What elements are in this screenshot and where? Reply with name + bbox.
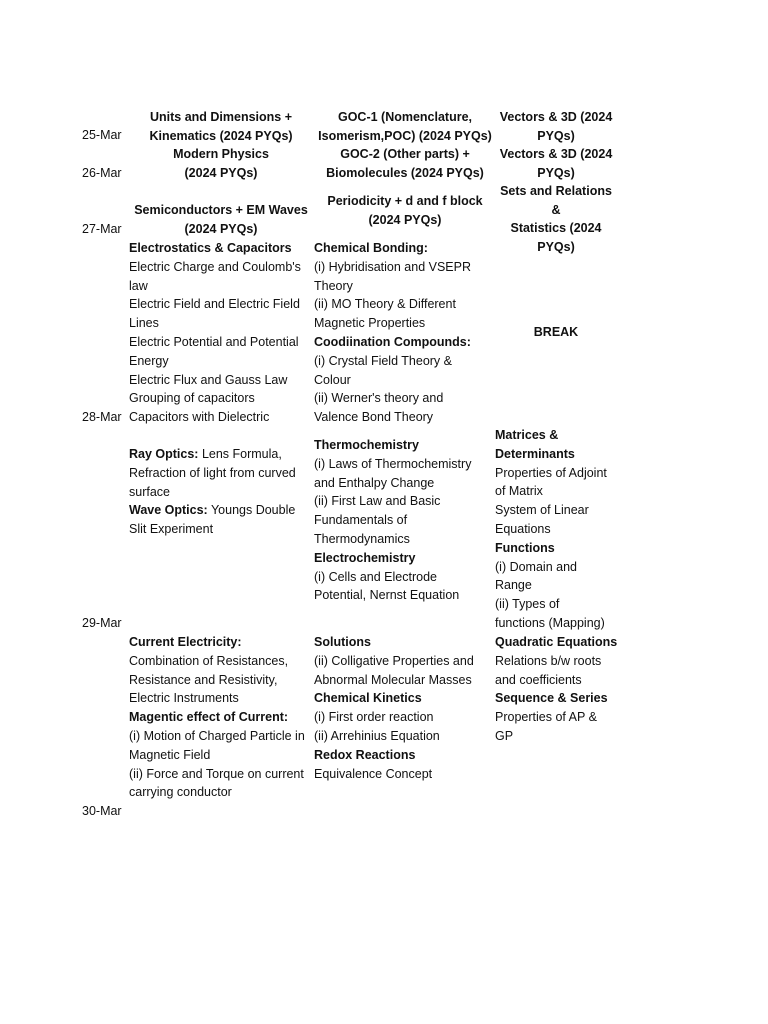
topic-text: (i) Hybridisation and VSEPR [314, 259, 472, 274]
topic-text: Grouping of capacitors [129, 391, 255, 406]
topic-block-chemistry [314, 633, 496, 783]
topic-line: GOC-1 (Nomenclature, [337, 110, 473, 124]
topic-line [314, 652, 496, 671]
topic-line [495, 520, 617, 539]
topic-line: Biomolecules (2024 PYQs) [326, 165, 484, 180]
topic-line: Vectors & 3D (2024 [499, 147, 613, 161]
topic-heading-line [129, 445, 313, 464]
topic-line: (2024 PYQs) [368, 212, 442, 227]
topic-line [129, 765, 313, 784]
topic-line: PYQs) [537, 128, 575, 143]
topic-text: Magnetic Properties [314, 316, 426, 331]
topic-line [129, 333, 313, 352]
topic-text: Lines [129, 316, 159, 331]
topic-line: Isomerism,POC) (2024 PYQs) [318, 128, 492, 143]
topic-heading: Coodiination Compounds: [314, 334, 471, 349]
topic-heading-line [314, 239, 496, 258]
topic-text: law [129, 278, 148, 293]
topic-block-physics [129, 239, 313, 427]
topic-text: Theory [314, 278, 353, 293]
topic-line [129, 783, 313, 802]
topic-heading: Electrochemistry [314, 550, 416, 565]
topic-line [314, 671, 496, 690]
topic-block-chemistry [314, 239, 496, 427]
break-label: BREAK [533, 325, 579, 339]
topic-heading: Electrostatics & Capacitors [129, 241, 292, 255]
date-label: 27-Mar [82, 222, 122, 236]
topic-heading-line [495, 539, 617, 558]
topic-line: Sets and Relations & [500, 184, 612, 217]
topic-text: and coefficients [495, 672, 582, 687]
topic-line [129, 295, 313, 314]
topic-text: (i) Crystal Field Theory & [314, 353, 452, 368]
topic-text: (ii) Force and Torque on current [129, 766, 304, 781]
topic-line [314, 258, 496, 277]
topic-line [314, 492, 496, 511]
topic-text: Relations b/w roots [495, 653, 602, 668]
topic-heading: Matrices & [495, 428, 559, 442]
topic-text: Potential, Nernst Equation [314, 588, 460, 603]
topic-text: functions (Mapping) [495, 615, 605, 630]
topic-line [129, 483, 313, 502]
topic-line [129, 389, 313, 408]
topic-heading-line [314, 633, 496, 652]
topic-text: (i) Domain and [495, 559, 577, 574]
topic-text: Electric Flux and Gauss Law [129, 372, 288, 387]
topic-text: Lens Formula, [198, 447, 282, 461]
topic-text: (i) First order reaction [314, 710, 434, 725]
topic-cell-physics [129, 201, 313, 238]
topic-line [314, 352, 496, 371]
topic-heading: Magentic effect of Current: [129, 710, 289, 725]
topic-text: (i) Cells and Electrode [314, 569, 437, 584]
topic-line: Modern Physics [173, 147, 269, 161]
topic-line [314, 408, 496, 427]
topic-cell-maths [495, 182, 617, 256]
topic-heading: Functions [495, 540, 555, 555]
topic-line [314, 568, 496, 587]
topic-line [495, 576, 617, 595]
topic-heading-line [495, 426, 617, 445]
topic-text: Magnetic Field [129, 747, 211, 762]
topic-text: GP [495, 728, 514, 743]
date-label: 30-Mar [82, 804, 122, 818]
topic-text: Range [495, 578, 532, 593]
topic-line [129, 277, 313, 296]
topic-line [495, 727, 617, 746]
topic-line [314, 727, 496, 746]
topic-text: Thermodynamics [314, 531, 410, 546]
topic-text: (ii) First Law and Basic [314, 494, 441, 509]
topic-heading-line [495, 633, 617, 652]
topic-line: GOC-2 (Other parts) + [340, 147, 470, 161]
topic-heading: Redox Reactions [314, 747, 416, 762]
topic-text: carrying conductor [129, 785, 232, 800]
topic-text: Properties of Adjoint [495, 465, 607, 480]
topic-line: Periodicity + d and f block [327, 194, 483, 208]
topic-heading: Quadratic Equations [495, 635, 618, 649]
topic-line [495, 464, 617, 483]
topic-line: Units and Dimensions + [149, 110, 293, 124]
topic-block-maths [495, 633, 617, 746]
topic-heading: Determinants [495, 446, 575, 461]
topic-line [129, 746, 313, 765]
topic-line [495, 708, 617, 727]
topic-text: Equivalence Concept [314, 766, 433, 781]
topic-heading-line [495, 689, 617, 708]
topic-heading-line [314, 549, 496, 568]
topic-line [314, 765, 496, 784]
topic-heading-line [129, 708, 313, 727]
topic-cell-physics [129, 108, 313, 145]
topic-line: PYQs) [537, 239, 575, 254]
topic-text: Colour [314, 372, 351, 387]
topic-line [314, 389, 496, 408]
topic-heading-line [314, 689, 496, 708]
topic-text: (ii) Colligative Properties and [314, 653, 474, 668]
topic-block-physics [129, 445, 313, 539]
topic-line [495, 652, 617, 671]
topic-heading-line [129, 501, 313, 520]
topic-text: (ii) Arrehinius Equation [314, 728, 440, 743]
topic-line [314, 371, 496, 390]
topic-line [495, 501, 617, 520]
topic-cell-chemistry [314, 192, 496, 229]
topic-line: Kinematics (2024 PYQs) [149, 128, 293, 143]
topic-text: Resistance and Resistivity, [129, 672, 278, 687]
topic-line: PYQs) [537, 165, 575, 180]
topic-line [129, 689, 313, 708]
topic-text: (ii) Werner's theory and [314, 391, 444, 406]
topic-text: and Enthalpy Change [314, 475, 435, 490]
topic-heading: Solutions [314, 635, 371, 649]
topic-line [314, 586, 496, 605]
topic-line [314, 511, 496, 530]
topic-line: Vectors & 3D (2024 [499, 110, 613, 124]
topic-heading: Current Electricity: [129, 635, 242, 649]
date-label: 28-Mar [82, 410, 122, 424]
topic-line [314, 530, 496, 549]
topic-line [129, 314, 313, 333]
topic-heading-line [314, 746, 496, 765]
topic-text: (ii) Types of [495, 597, 560, 612]
topic-line [314, 277, 496, 296]
topic-heading: Sequence & Series [495, 691, 608, 706]
topic-heading: Thermochemistry [314, 438, 419, 452]
topic-line [129, 520, 313, 539]
topic-line [129, 671, 313, 690]
topic-text: of Matrix [495, 484, 543, 499]
topic-line [314, 295, 496, 314]
topic-heading: Chemical Bonding: [314, 241, 428, 255]
topic-line [314, 314, 496, 333]
topic-line [314, 474, 496, 493]
topic-line [129, 352, 313, 371]
topic-heading-line [129, 239, 313, 258]
topic-text: Slit Experiment [129, 522, 214, 537]
topic-text: Youngs Double [207, 503, 296, 518]
topic-heading-line [314, 436, 496, 455]
topic-text: System of Linear [495, 503, 589, 518]
topic-text: Electric Potential and Potential [129, 334, 299, 349]
topic-heading-line [129, 633, 313, 652]
topic-text: Refraction of light from curved [129, 465, 296, 480]
topic-text: Electric Charge and Coulomb's [129, 259, 301, 274]
date-label: 26-Mar [82, 166, 122, 180]
topic-text: surface [129, 484, 170, 499]
topic-text: Valence Bond Theory [314, 410, 434, 425]
topic-line [129, 371, 313, 390]
topic-heading-line [495, 445, 617, 464]
topic-cell-maths [495, 108, 617, 145]
date-label: 29-Mar [82, 616, 122, 630]
topic-text: Combination of Resistances, [129, 653, 289, 668]
topic-text: Abnormal Molecular Masses [314, 672, 472, 687]
topic-line [495, 595, 617, 614]
topic-cell-physics [129, 145, 313, 182]
topic-text: Energy [129, 353, 169, 368]
topic-cell-maths [495, 145, 617, 182]
topic-text: Properties of AP & [495, 710, 597, 725]
date-label: 25-Mar [82, 128, 122, 142]
topic-text: (i) Motion of Charged Particle in [129, 728, 305, 743]
topic-text: Equations [495, 521, 551, 536]
topic-line [129, 727, 313, 746]
topic-heading: Chemical Kinetics [314, 691, 422, 706]
topic-text: Electric Field and Electric Field [129, 297, 300, 312]
topic-line [129, 652, 313, 671]
topic-line [129, 258, 313, 277]
topic-text: (ii) MO Theory & Different [314, 297, 456, 312]
topic-block-chemistry [314, 436, 496, 605]
topic-line [129, 408, 313, 427]
topic-line: (2024 PYQs) [184, 165, 258, 180]
topic-line [314, 708, 496, 727]
topic-text: Electric Instruments [129, 691, 239, 706]
topic-heading-line [314, 333, 496, 352]
topic-line [495, 482, 617, 501]
topic-line [495, 558, 617, 577]
topic-heading: Ray Optics: [129, 447, 199, 461]
topic-cell-chemistry [314, 108, 496, 145]
topic-block-maths [495, 426, 617, 633]
topic-line: Semiconductors + EM Waves [134, 203, 308, 217]
topic-line [129, 464, 313, 483]
topic-line [495, 671, 617, 690]
topic-cell-chemistry [314, 145, 496, 182]
topic-block-physics [129, 633, 313, 802]
topic-text: Fundamentals of [314, 513, 408, 528]
topic-text: (i) Laws of Thermochemistry [314, 456, 472, 471]
topic-line [495, 614, 617, 633]
topic-text: Capacitors with Dielectric [129, 410, 270, 425]
topic-heading: Wave Optics: [129, 503, 208, 518]
topic-line: Statistics (2024 [510, 221, 602, 235]
topic-line: (2024 PYQs) [184, 221, 258, 236]
topic-line [314, 455, 496, 474]
